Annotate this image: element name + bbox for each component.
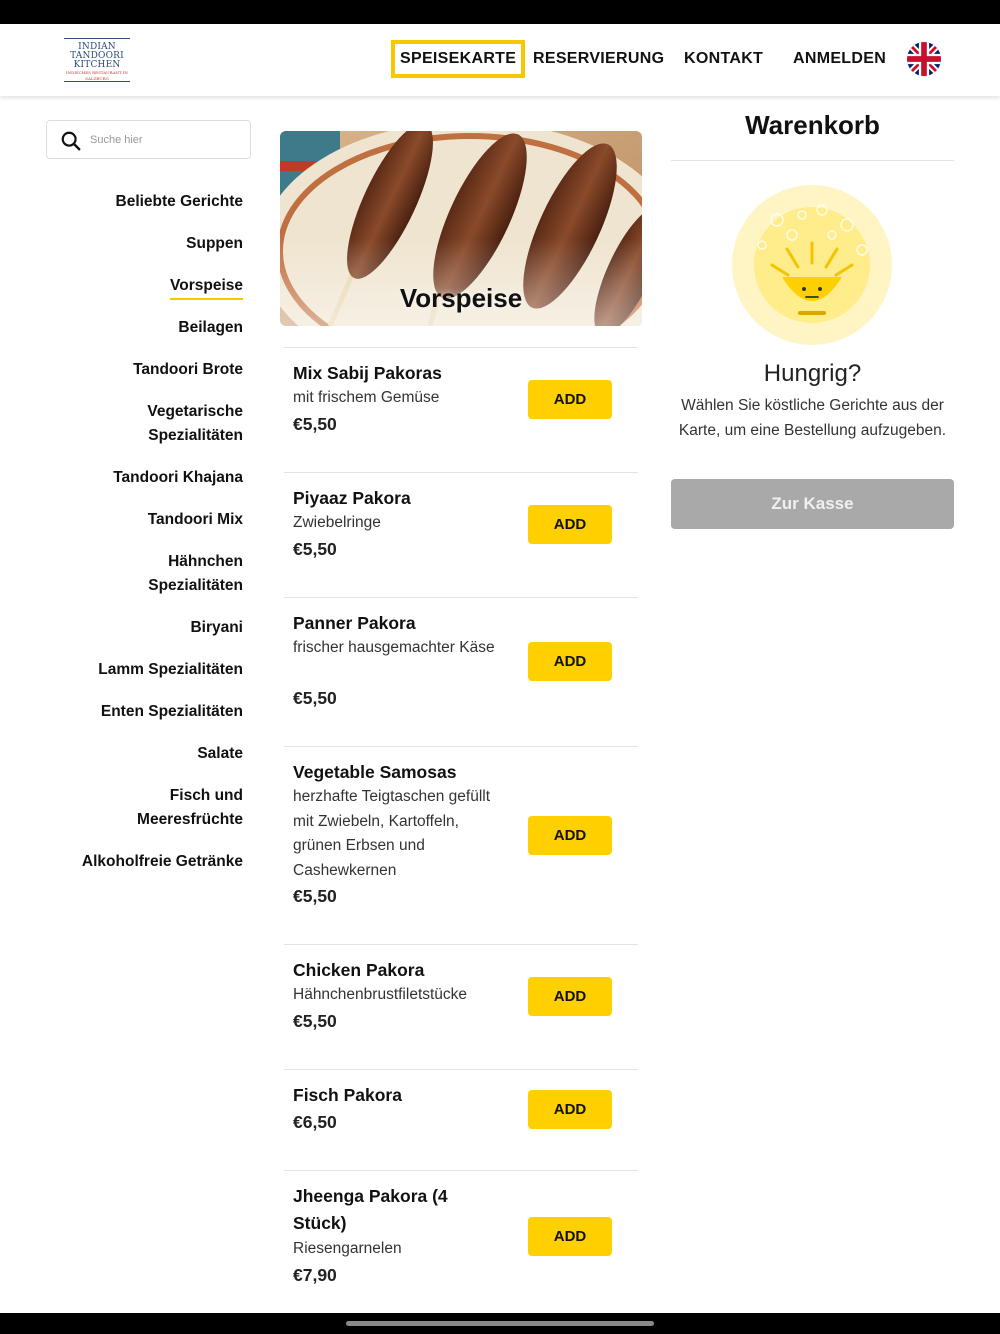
item-price: €5,50 (293, 1011, 337, 1031)
category-vegetarische-spezialitaeten[interactable]: Vegetarische Spezialitäten (147, 403, 243, 444)
category-alkoholfreie-getraenke[interactable]: Alkoholfreie Getränke (81, 853, 243, 870)
item-name: Panner Pakora (293, 613, 416, 633)
category-vorspeise[interactable]: Vorspeise (170, 274, 243, 300)
menu-item (284, 597, 638, 746)
nav-speisekarte[interactable]: SPEISEKARTE (391, 40, 525, 78)
category-tandoori-mix[interactable]: Tandoori Mix (147, 511, 243, 528)
cart-title: Warenkorb (745, 110, 880, 140)
category-biryani[interactable]: Biryani (190, 619, 243, 636)
restaurant-logo[interactable] (64, 38, 130, 82)
add-to-cart-button[interactable]: ADD (528, 1090, 612, 1129)
item-description: frischer hausgemachter Käse (293, 639, 495, 656)
menu-item (284, 1170, 638, 1313)
item-name: Vegetable Samosas (293, 762, 457, 782)
category-haehnchen-spezialitaeten[interactable]: Hähnchen Spezialitäten (148, 553, 243, 594)
item-price: €5,50 (293, 539, 337, 559)
menu-item (284, 472, 638, 597)
hungry-bowl-icon (732, 185, 892, 345)
item-name: Chicken Pakora (293, 960, 425, 980)
logo-text-3: KITCHEN (73, 60, 121, 70)
item-name: Jheenga Pakora (4 Stück) (293, 1186, 448, 1233)
add-to-cart-button[interactable]: ADD (528, 1217, 612, 1256)
nav-reservierung[interactable]: RESERVIERUNG (533, 50, 665, 67)
category-tandoori-khajana[interactable]: Tandoori Khajana (113, 469, 243, 486)
logo-text-1: INDIAN (78, 42, 116, 52)
item-description: Riesengarnelen (293, 1240, 402, 1257)
site-header (0, 24, 1000, 96)
add-to-cart-button[interactable]: ADD (528, 505, 612, 544)
logo-text-2: TANDOORI (70, 51, 124, 61)
checkout-button[interactable]: Zur Kasse (671, 479, 954, 529)
item-name: Mix Sabij Pakoras (293, 363, 442, 383)
add-to-cart-button[interactable]: ADD (528, 642, 612, 681)
cart-divider (671, 160, 954, 161)
search-box (46, 120, 251, 159)
nav-kontakt[interactable]: KONTAKT (684, 50, 764, 67)
logo-subtitle: INDISCHES RESTAURANT IN SALZBURG (66, 70, 128, 81)
item-description: mit frischem Gemüse (293, 389, 440, 406)
section-hero-image (280, 131, 642, 326)
item-price: €5,50 (293, 886, 337, 906)
menu-item (284, 347, 638, 472)
empty-cart-title: Hungrig? (763, 360, 862, 387)
category-enten-spezialitaeten[interactable]: Enten Spezialitäten (100, 703, 243, 720)
item-name: Fisch Pakora (293, 1085, 402, 1105)
empty-cart-text: Wählen Sie köstliche Gerichte aus der Karte, um eine Bestellung aufzugeben. (678, 397, 947, 439)
add-to-cart-button[interactable]: ADD (528, 380, 612, 419)
status-bar (0, 0, 1000, 24)
category-fisch-und-meeresfruechte[interactable]: Fisch und Meeresfrüchte (137, 787, 243, 828)
item-price: €7,90 (293, 1265, 337, 1285)
home-indicator[interactable] (346, 1321, 654, 1326)
section-title: Vorspeise (399, 283, 523, 313)
add-to-cart-button[interactable]: ADD (528, 816, 612, 855)
category-beliebte-gerichte[interactable]: Beliebte Gerichte (115, 193, 243, 210)
item-description: Zwiebelringe (293, 514, 381, 531)
uk-flag-icon[interactable] (907, 42, 941, 76)
category-suppen[interactable]: Suppen (186, 235, 243, 252)
item-name: Piyaaz Pakora (293, 488, 411, 508)
category-lamm-spezialitaeten[interactable]: Lamm Spezialitäten (98, 661, 243, 678)
search-icon[interactable] (60, 130, 82, 152)
menu-item (284, 944, 638, 1069)
category-salate[interactable]: Salate (197, 745, 243, 762)
menu-item (284, 746, 638, 944)
item-price: €5,50 (293, 414, 337, 434)
item-price: €5,50 (293, 688, 337, 708)
category-tandoori-brote[interactable]: Tandoori Brote (133, 361, 243, 378)
menu-item (284, 1069, 638, 1170)
item-description: herzhafte Teigtaschen gefüllt mit Zwiebeln, Kartoffeln, grünen Erbsen und Cashewkernen (293, 788, 491, 879)
nav-anmelden[interactable]: ANMELDEN (793, 50, 887, 67)
category-beilagen[interactable]: Beilagen (178, 319, 243, 336)
add-to-cart-button[interactable]: ADD (528, 977, 612, 1016)
item-price: €6,50 (293, 1112, 337, 1132)
search-input[interactable] (90, 129, 240, 151)
item-description: Hähnchenbrustfiletstücke (293, 986, 468, 1003)
